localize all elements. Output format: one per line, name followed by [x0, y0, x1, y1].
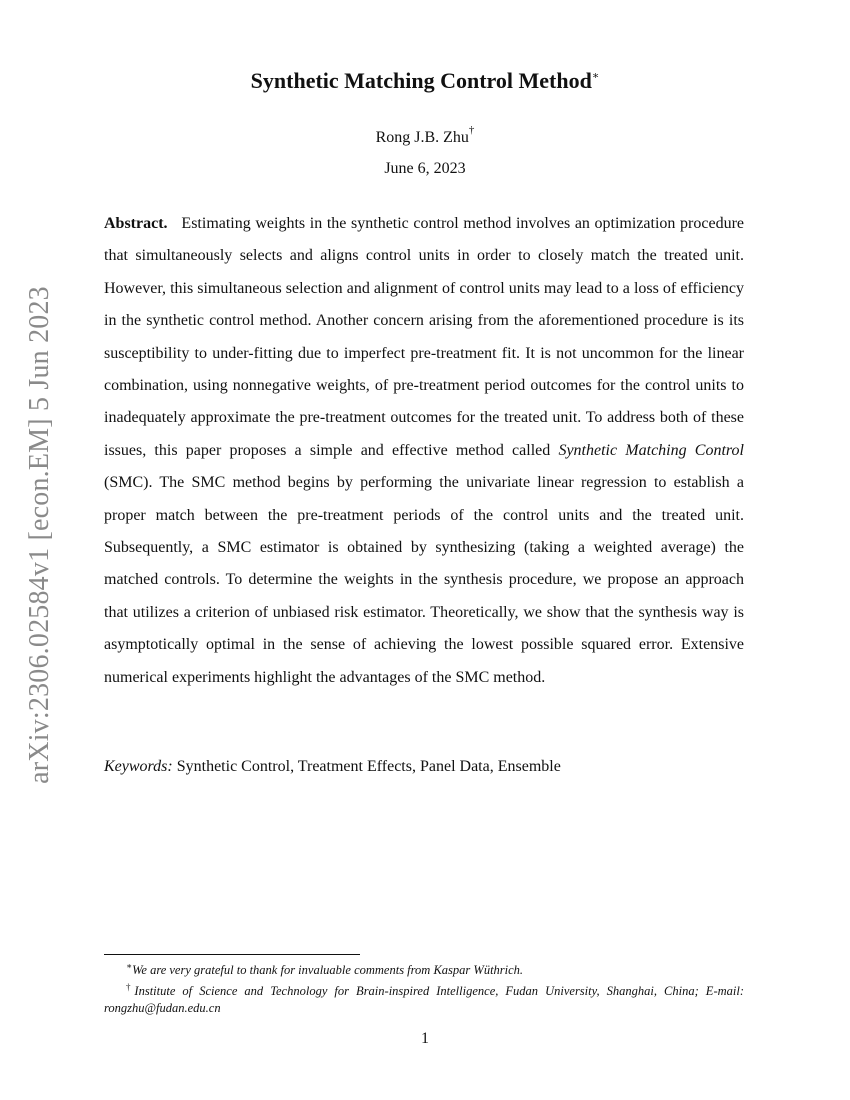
abstract-text-part-2: (SMC). The SMC method begins by performing the univariate linear regression to establish a proper match between the pre-treatment periods of the control units and the treated unit. Subsequently, a SMC estimator is obtained by synthesizing (taking a weighted average) the matched controls. To determine the weights in the synthesis procedure, we propose an approach that utilizes a criterion of unbiased risk estimator. Theoretically, we show that the synthesis way is asymptotically optimal in the sense of achieving the lowest possible squared error. Extensive numerical experiments highlight the advantages of the SMC method. — [104, 474, 744, 686]
author-name: Rong J.B. Zhu — [375, 129, 469, 146]
arxiv-identifier-stamp: arXiv:2306.02584v1 [econ.EM] 5 Jun 2023 — [24, 286, 55, 784]
publication-date: June 6, 2023 — [384, 160, 466, 177]
keywords-label: Keywords: — [104, 758, 173, 775]
footnote-affiliation — [104, 979, 744, 1017]
author-footnote-mark: † — [468, 124, 475, 136]
abstract-paragraph — [104, 208, 744, 694]
footnotes — [104, 958, 744, 1017]
page-number: 1 — [421, 1030, 429, 1047]
abstract-label: Abstract. — [104, 215, 168, 232]
footnote-acknowledgement — [104, 958, 744, 979]
paper-title-text: Synthetic Matching Control Method — [250, 68, 592, 93]
author-line — [0, 124, 850, 147]
abstract-text-part-1: Estimating weights in the synthetic control method involves an optimization procedure that simultaneously selects and aligns control units in order to closely match the treated unit. However, this simultaneous selection and alignment of control units may lead to a loss of efficiency in the synthetic control method. Another concern arising from the aforementioned procedure is its susceptibility to under-fitting due to imperfect pre-treatment fit. It is not uncommon for the linear combination, using nonnegative weights, of pre-treatment period outcomes for the control units to inadequately approximate the pre-treatment outcomes for the treated unit. To address both of these issues, this paper proposes a simple and effective method called — [104, 215, 744, 459]
footnote-text: We are very grateful to thank for invaluable comments from Kaspar Wüthrich. — [132, 963, 524, 977]
paper-title — [0, 68, 850, 94]
title-footnote-mark: ∗ — [591, 70, 600, 82]
footnote-mark: † — [126, 982, 135, 992]
abstract-method-name: Synthetic Matching Control — [558, 441, 745, 459]
footnote-divider — [104, 954, 360, 955]
footnote-text: Institute of Science and Technology for Brain-inspired Intelligence, Fudan University, Shanghai, China; E-mail: rongzhu@fudan.edu.cn — [104, 984, 744, 1015]
footnote-mark: ∗ — [126, 961, 133, 971]
keywords-text: Synthetic Control, Treatment Effects, Panel Data, Ensemble — [176, 758, 561, 775]
keywords-line — [104, 758, 744, 776]
